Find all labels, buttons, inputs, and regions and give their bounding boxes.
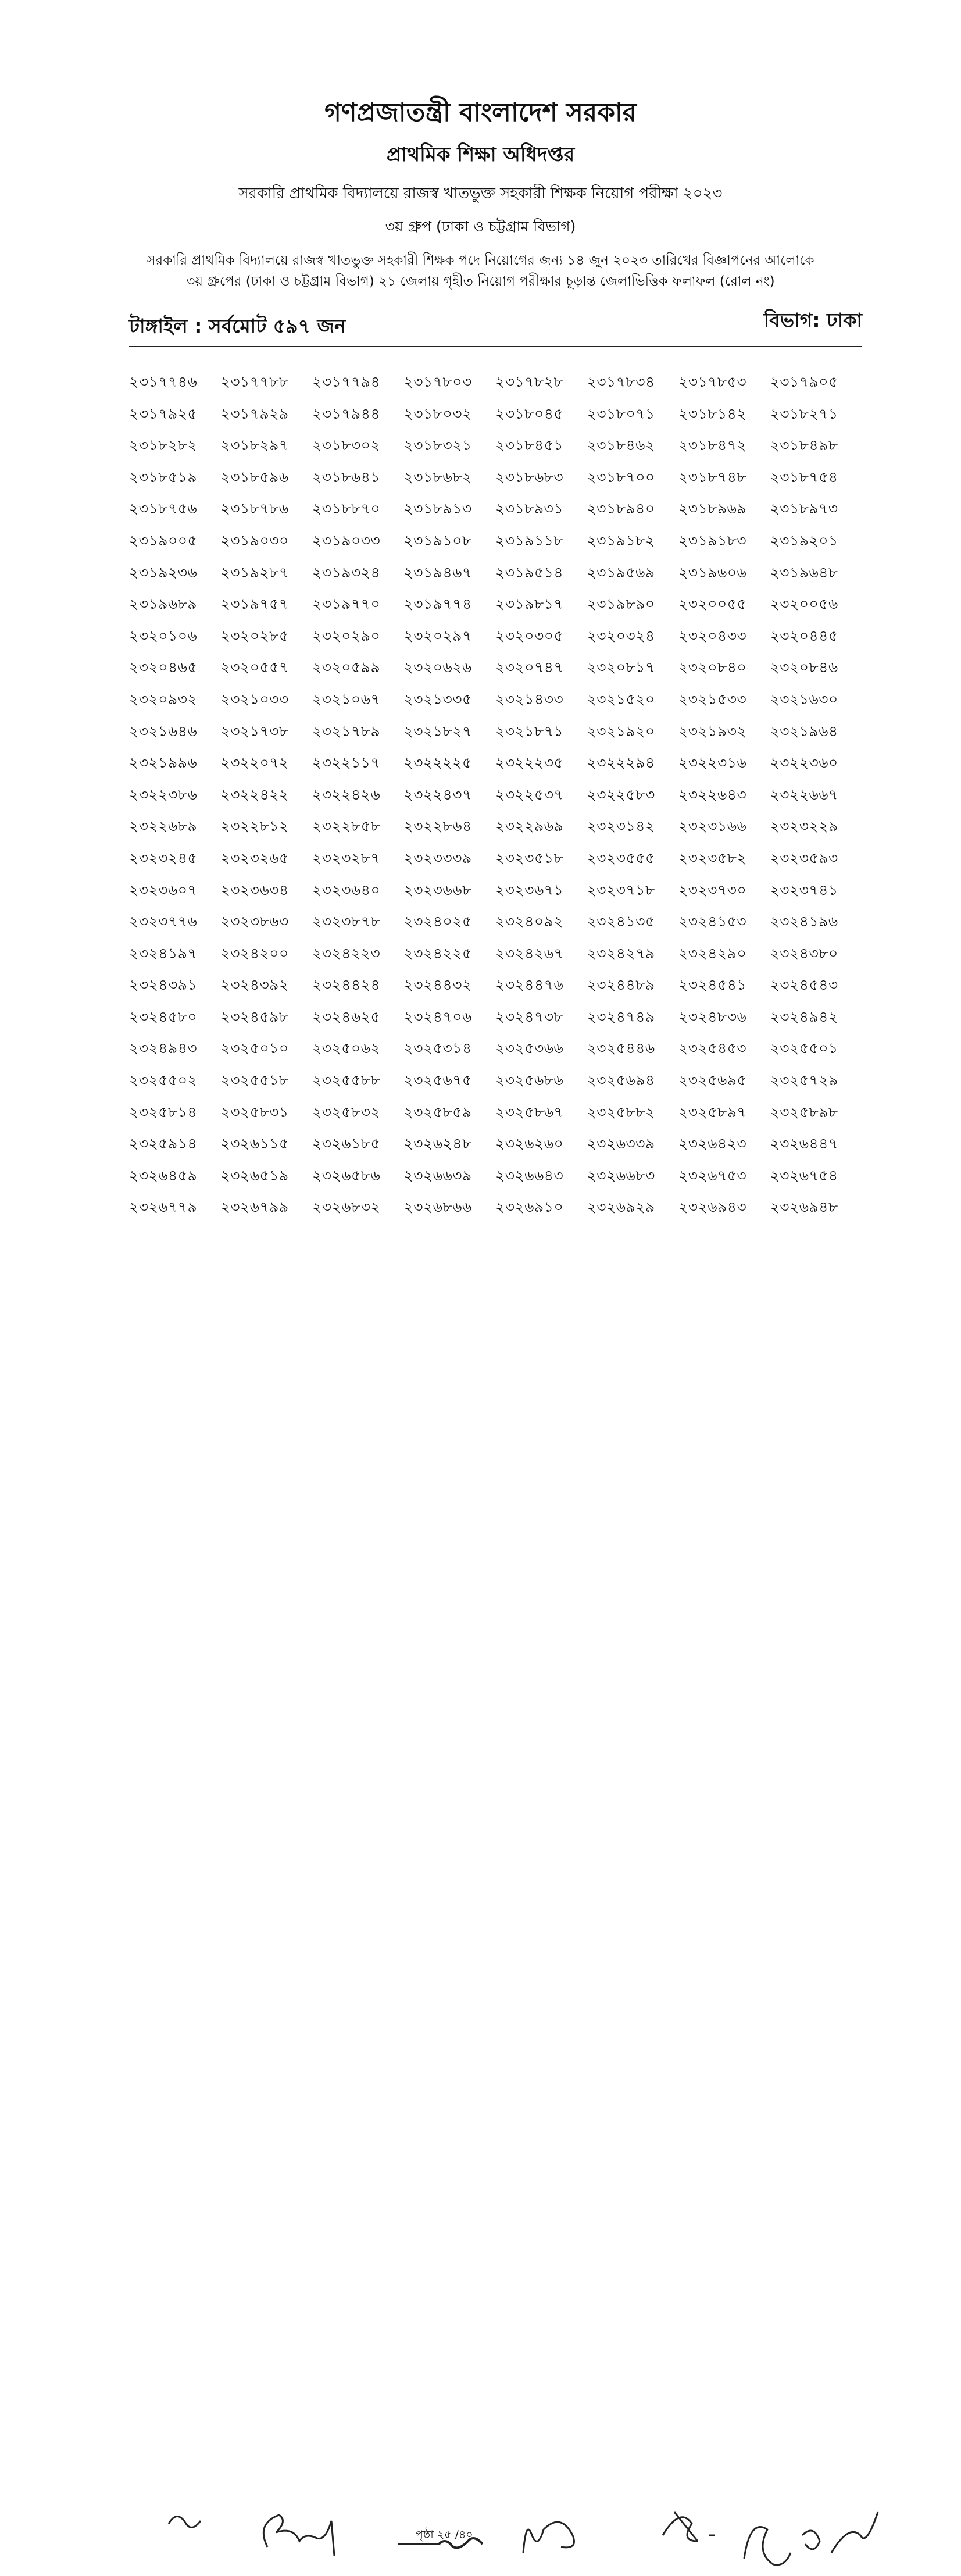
roll-number: ২৩২৪০২৫ — [403, 913, 472, 930]
roll-number: ২৩২২৮১২ — [220, 818, 289, 835]
roll-number: ২৩২৪৪৮৯ — [587, 976, 655, 994]
roll-number: ২৩২৩৮৭৮ — [312, 913, 381, 930]
roll-number: ২৩১৮৮৭০ — [312, 500, 381, 518]
roll-number: ২৩২২২৯৪ — [587, 754, 655, 772]
roll-number: ২৩২১০৬৭ — [312, 690, 381, 708]
roll-number: ২৩২৫৫০২ — [129, 1072, 198, 1089]
roll-number: ২৩২০২৯৭ — [403, 627, 472, 644]
roll-number: ২৩২৪২৭৯ — [587, 944, 655, 962]
roll-number: ২৩১৮৩০২ — [312, 437, 381, 454]
roll-number: ২৩২৬২৪৮ — [403, 1135, 472, 1153]
roll-number: ২৩২২৪২২ — [220, 786, 289, 803]
roll-number: ২৩২০৩২৪ — [587, 627, 655, 644]
roll-number: ২৩১৭৭৯৪ — [312, 373, 381, 390]
roll-number: ২৩২২৫৩৭ — [495, 786, 564, 803]
roll-number: ২৩২১৯২০ — [587, 722, 655, 740]
roll-number: ২৩২৪৫৪১ — [678, 976, 747, 994]
roll-number: ২৩২৩৬৭১ — [495, 881, 564, 898]
roll-number: ২৩১৮০৩২ — [403, 405, 472, 422]
roll-number: ২৩১৮৭০০ — [587, 468, 655, 486]
roll-number: ২৩২৩২৮৭ — [312, 849, 381, 866]
signature-2-icon — [395, 2527, 488, 2561]
roll-number: ২৩২৩৫১৮ — [495, 849, 564, 866]
roll-number: ২৩২৪৪২৪ — [312, 976, 381, 994]
roll-number: ২৩২২৪২৬ — [312, 786, 381, 803]
roll-number: ২৩২৬৫১৯ — [220, 1166, 289, 1184]
roll-number: ২৩২০৯৩২ — [129, 690, 198, 708]
roll-number: ২৩১৮৪৫১ — [495, 437, 564, 454]
roll-number: ২৩১৮৭৫৪ — [770, 468, 838, 486]
roll-number: ২৩২২৯৬৯ — [495, 818, 564, 835]
roll-number: ২৩২৩৭৪১ — [770, 881, 838, 898]
group-title: ৩য় গ্রুপ (ঢাকা ও চট্টগ্রাম বিভাগ) — [385, 218, 576, 235]
roll-number: ২৩২২৪৩৭ — [403, 786, 472, 803]
roll-number: ২৩২১০৩৩ — [220, 690, 289, 708]
roll-number: ২৩২৪৫৯৮ — [220, 1008, 289, 1025]
roll-number: ২৩২৩১৬৬ — [678, 818, 747, 835]
roll-number: ২৩২৬৯৪৩ — [678, 1198, 747, 1216]
roll-number: ২৩১৯৭৭৪ — [403, 595, 472, 613]
roll-number: ২৩২৫৪৫৩ — [678, 1040, 747, 1057]
roll-number: ২৩২০৮১৭ — [587, 659, 655, 676]
government-title: গণপ্রজাতন্ত্রী বাংলাদেশ সরকার — [324, 98, 637, 127]
roll-number: ২৩২০৫৫৭ — [220, 659, 289, 676]
roll-number: ২৩২১৫২০ — [587, 690, 655, 708]
roll-number: ২৩২৪২০০ — [220, 944, 289, 962]
roll-number: ২৩২৪১৯৬ — [770, 913, 838, 930]
roll-number: ২৩২৫৩৬৬ — [495, 1040, 564, 1057]
roll-number: ২৩১৮৪৭২ — [678, 437, 747, 454]
roll-number: ২৩২৬৩৩৯ — [587, 1135, 655, 1153]
roll-number: ২৩২৬৭৫৪ — [770, 1166, 838, 1184]
roll-number: ২৩২৫৮৬৭ — [495, 1103, 564, 1121]
roll-number: ২৩২১৪৩৩ — [495, 690, 564, 708]
roll-number: ২৩২৬৬৪৩ — [495, 1166, 564, 1184]
notice-line-2: ৩য় গ্রুপের (ঢাকা ও চট্টগ্রাম বিভাগ) ২১ জেলায় গৃহীত নিয়োগ পরীক্ষার চূড়ান্ত জেলাভিত্তিক ফলাফল (রোল নং) — [186, 274, 775, 289]
district-total-heading: টাঙ্গাইল : সর্বমোট ৫৯৭ জন — [129, 315, 346, 337]
roll-number: ২৩২২৬৮৯ — [129, 818, 198, 835]
roll-number: ২৩২৩৭১৮ — [587, 881, 655, 898]
page-number: পৃষ্ঠা ২৫ /৪০ — [416, 2528, 473, 2541]
roll-number: ২৩১৮৫৯৬ — [220, 468, 289, 486]
roll-number: ২৩১৮৯৭৩ — [770, 500, 838, 518]
roll-number: ২৩২০৫৯৯ — [312, 659, 381, 676]
roll-number: ২৩১৭৮২৮ — [495, 373, 564, 390]
roll-number: ২৩২২৮৫৮ — [312, 818, 381, 835]
roll-number: ২৩২৬৭৯৯ — [220, 1198, 289, 1216]
roll-number: ২৩২৩৫৫৫ — [587, 849, 655, 866]
roll-number: ২৩২৬৯৪৮ — [770, 1198, 838, 1216]
roll-number: ২৩১৯৬০৬ — [678, 563, 747, 581]
roll-number: ২৩২৬২৬০ — [495, 1135, 564, 1153]
roll-number: ২৩২৩৭৩০ — [678, 881, 747, 898]
roll-number: ২৩২৪২২৫ — [403, 944, 472, 962]
roll-number: ২৩২১৬৪৬ — [129, 722, 198, 740]
roll-number: ২৩২২৬৪৩ — [678, 786, 747, 803]
roll-number: ২৩১৯১০৮ — [403, 531, 472, 549]
roll-number: ২৩১৯৫১৪ — [495, 563, 564, 581]
roll-number: ২৩১৯৭৭০ — [312, 595, 381, 613]
roll-number: ২৩২৪৮৩৬ — [678, 1008, 747, 1025]
roll-number: ২৩১৭৮৫৩ — [678, 373, 747, 390]
roll-number: ২৩২০৪৪৫ — [770, 627, 838, 644]
roll-number: ২৩২১৩৩৫ — [403, 690, 472, 708]
roll-number: ২৩২৩৮৬৩ — [220, 913, 289, 930]
roll-number: ২৩২৬৯১০ — [495, 1198, 564, 1216]
roll-number: ২৩২০২৯০ — [312, 627, 381, 644]
roll-number: ২৩১৯৬৪৮ — [770, 563, 838, 581]
roll-number: ২৩১৮১৪২ — [678, 405, 747, 422]
roll-number: ২৩২৪৭০৬ — [403, 1008, 472, 1025]
roll-number: ২৩২৪৩৯১ — [129, 976, 198, 994]
roll-number: ২৩১৭৯২৯ — [220, 405, 289, 422]
roll-number: ২৩১৮০৪৫ — [495, 405, 564, 422]
roll-number: ২৩১৮৭৪৮ — [678, 468, 747, 486]
roll-number: ২৩১৮২৮২ — [129, 437, 198, 454]
roll-number: ২৩২০৮৪০ — [678, 659, 747, 676]
roll-number: ২৩২১৯৯৬ — [129, 754, 198, 772]
roll-number: ২৩১৮৯৪০ — [587, 500, 655, 518]
roll-number: ২৩১৯৪৬৭ — [403, 563, 472, 581]
initial-mark-icon — [163, 2500, 203, 2547]
roll-number: ২৩২১৯৩২ — [678, 722, 747, 740]
roll-number: ২৩২৫৫১৮ — [220, 1072, 289, 1089]
signature-5-icon — [733, 2500, 884, 2576]
roll-number: ২৩২১৮২৭ — [403, 722, 472, 740]
roll-number: ২৩১৯৬৮৯ — [129, 595, 198, 613]
roll-number: ২৩১৮৬৮৩ — [495, 468, 564, 486]
roll-number: ২৩২৪২৯০ — [678, 944, 747, 962]
roll-number: ২৩২৪২৬৭ — [495, 944, 564, 962]
roll-number: ২৩১৭৯২৫ — [129, 405, 198, 422]
roll-number: ২৩১৯৭৫৭ — [220, 595, 289, 613]
roll-number: ২৩২৫৮৯৮ — [770, 1103, 838, 1121]
roll-number: ২৩২২৮৬৪ — [403, 818, 472, 835]
notice-text — [0, 250, 961, 292]
roll-number: ২৩১৯৮১৭ — [495, 595, 564, 613]
roll-number: ২৩২১৫৩৩ — [678, 690, 747, 708]
signature-1-icon — [244, 2500, 355, 2564]
roll-number: ২৩২৬৭৭৯ — [129, 1198, 198, 1216]
roll-number: ২৩২৫৮৯৭ — [678, 1103, 747, 1121]
roll-number: ২৩২২১১৭ — [312, 754, 381, 772]
roll-number: ২৩২৩৬৩৪ — [220, 881, 289, 898]
roll-number: ২৩১৮৪৯৮ — [770, 437, 838, 454]
roll-number: ২৩১৭৯০৫ — [770, 373, 838, 390]
roll-number: ২৩১৮৫১৯ — [129, 468, 198, 486]
roll-number: ২৩১৮৯৬৯ — [678, 500, 747, 518]
roll-number: ২৩২০৬২৬ — [403, 659, 472, 676]
roll-number: ২৩২২২৩৫ — [495, 754, 564, 772]
roll-number: ২৩২১৯৬৪ — [770, 722, 838, 740]
roll-number: ২৩১৮২৭১ — [770, 405, 838, 422]
roll-number: ২৩২১৭৮৯ — [312, 722, 381, 740]
roll-number: ২৩২৫০১০ — [220, 1040, 289, 1057]
roll-number: ২৩২৬৬৮৩ — [587, 1166, 655, 1184]
department-title: প্রাথমিক শিক্ষা অধিদপ্তর — [386, 143, 575, 166]
roll-number: ২৩২৩৭৭৬ — [129, 913, 198, 930]
exam-title: সরকারি প্রাথমিক বিদ্যালয়ে রাজস্ব খাতভুক্ত সহকারী শিক্ষক নিয়োগ পরীক্ষা ২০২৩ — [238, 185, 723, 202]
roll-number: ২৩২০৪৬৫ — [129, 659, 198, 676]
roll-number: ২৩১৯০৩৩ — [312, 531, 381, 549]
roll-number: ২৩২৩২৬৫ — [220, 849, 289, 866]
roll-number: ২৩২৪২২৩ — [312, 944, 381, 962]
roll-number: ২৩১৭৮০৩ — [403, 373, 472, 390]
roll-number: ২৩২৩৩৩৯ — [403, 849, 472, 866]
roll-number: ২৩২২৫৮৩ — [587, 786, 655, 803]
roll-number: ২৩২৩২৪৫ — [129, 849, 198, 866]
roll-number: ২৩১৭৭৮৮ — [220, 373, 289, 390]
roll-number: ২৩২৪৬২৫ — [312, 1008, 381, 1025]
roll-number: ২৩১৭৮৩৪ — [587, 373, 655, 390]
roll-number: ২৩১৯০৩০ — [220, 531, 289, 549]
roll-number: ২৩২৫৭২৯ — [770, 1072, 838, 1089]
roll-number: ২৩২৩৬৬৮ — [403, 881, 472, 898]
roll-number: ২৩২৫০৬২ — [312, 1040, 381, 1057]
roll-number: ২৩২৫৬৯৫ — [678, 1072, 747, 1089]
roll-number: ২৩২১৭৩৮ — [220, 722, 289, 740]
roll-number: ২৩২৩২২৯ — [770, 818, 838, 835]
roll-number: ২৩২৪১৫৩ — [678, 913, 747, 930]
roll-number: ২৩২৫৮৩১ — [220, 1103, 289, 1121]
roll-number: ২৩২২০৭২ — [220, 754, 289, 772]
roll-number: ২৩১৮৯১৩ — [403, 500, 472, 518]
signature-3-icon — [517, 2500, 610, 2564]
roll-number: ২৩২০২৮৫ — [220, 627, 289, 644]
roll-number: ২৩১৯৩২৪ — [312, 563, 381, 581]
roll-number: ২৩২৬৪৪৭ — [770, 1135, 838, 1153]
roll-number: ২৩২৪৯৪২ — [770, 1008, 838, 1025]
roll-number: ২৩২৬৪৫৯ — [129, 1166, 198, 1184]
roll-number: ২৩২৪১৩৫ — [587, 913, 655, 930]
roll-number: ২৩২১৬৩০ — [770, 690, 838, 708]
roll-number: ২৩২০১০৬ — [129, 627, 198, 644]
roll-number: ২৩২৪৯৪৩ — [129, 1040, 198, 1057]
roll-number: ২৩১৭৯৪৪ — [312, 405, 381, 422]
roll-number: ২৩১৯৮৯০ — [587, 595, 655, 613]
roll-number: ২৩২৬৮৩২ — [312, 1198, 381, 1216]
roll-number: ২৩১৮৬৮২ — [403, 468, 472, 486]
roll-number: ২৩২৩৬৪০ — [312, 881, 381, 898]
roll-number: ২৩২৪৪৭৬ — [495, 976, 564, 994]
roll-number: ২৩২৪৭৩৮ — [495, 1008, 564, 1025]
roll-number: ২৩২৫৮৩২ — [312, 1103, 381, 1121]
roll-number: ২৩২০৮৪৬ — [770, 659, 838, 676]
roll-number: ২৩২৪৫৮০ — [129, 1008, 198, 1025]
roll-number: ২৩২৩৫৯৩ — [770, 849, 838, 866]
roll-number: ২৩২২৩৬০ — [770, 754, 838, 772]
roll-number: ২৩২৫৩১৪ — [403, 1040, 472, 1057]
roll-number: ২৩২০৪৩৩ — [678, 627, 747, 644]
roll-number: ২৩২৫৯১৪ — [129, 1135, 198, 1153]
roll-number: ২৩২৪০৯২ — [495, 913, 564, 930]
division-heading: বিভাগ: ঢাকা — [763, 309, 862, 331]
roll-number: ২৩২৫৪৪৬ — [587, 1040, 655, 1057]
notice-line-1: সরকারি প্রাথমিক বিদ্যালয়ে রাজস্ব খাতভুক্ত সহকারী শিক্ষক পদে নিয়োগের জন্য ১৪ জুন ২০২৩ তারিখের বিজ্ঞাপনের আলোকে — [147, 253, 814, 268]
roll-number: ২৩২১৮৭১ — [495, 722, 564, 740]
roll-number: ২৩১৮৬৪১ — [312, 468, 381, 486]
roll-number: ২৩১৯১১৮ — [495, 531, 564, 549]
roll-number: ২৩১৮৭৫৬ — [129, 500, 198, 518]
roll-number: ২৩১৮২৯৭ — [220, 437, 289, 454]
roll-number: ২৩২৫৬৭৫ — [403, 1072, 472, 1089]
roll-number: ২৩২৪৩৯২ — [220, 976, 289, 994]
roll-number: ২৩২০০৫৫ — [678, 595, 747, 613]
roll-number: ২৩২৬৯২৯ — [587, 1198, 655, 1216]
roll-number: ২৩২৪৫৪৩ — [770, 976, 838, 994]
roll-number: ২৩২৬৭৫৩ — [678, 1166, 747, 1184]
roll-number: ২৩১৯১৮২ — [587, 531, 655, 549]
roll-number: ২৩২৪৩৮০ — [770, 944, 838, 962]
roll-number: ২৩২২৬৬৭ — [770, 786, 838, 803]
roll-number: ২৩২৫৫০১ — [770, 1040, 838, 1057]
roll-number: ২৩২৩৫৮২ — [678, 849, 747, 866]
roll-number: ২৩২২৩৮৬ — [129, 786, 198, 803]
signature-4-icon — [657, 2500, 727, 2553]
roll-number: ২৩২৬৫৮৬ — [312, 1166, 381, 1184]
roll-number: ২৩২৩১৪২ — [587, 818, 655, 835]
roll-number: ২৩১৮৭৮৬ — [220, 500, 289, 518]
roll-number: ২৩২৫৫৮৮ — [312, 1072, 381, 1089]
roll-number: ২৩১৮৪৬২ — [587, 437, 655, 454]
roll-number: ২৩২৪১৯৭ — [129, 944, 198, 962]
roll-number: ২৩২০৭৪৭ — [495, 659, 564, 676]
roll-number: ২৩২০৩০৫ — [495, 627, 564, 644]
roll-number: ২৩১৭৭৪৬ — [129, 373, 198, 390]
roll-number: ২৩১৮৩২১ — [403, 437, 472, 454]
roll-number: ২৩২৫৮৮২ — [587, 1103, 655, 1121]
roll-number: ২৩১৮০৭১ — [587, 405, 655, 422]
roll-number: ২৩১৯২০১ — [770, 531, 838, 549]
signature-footer — [0, 1256, 961, 2541]
roll-number: ২৩২৫৬৮৬ — [495, 1072, 564, 1089]
roll-number: ২৩১৯২৩৬ — [129, 563, 198, 581]
roll-number: ২৩১৮৯৩১ — [495, 500, 564, 518]
roll-number: ২৩২৫৮১৪ — [129, 1103, 198, 1121]
roll-number-grid — [129, 366, 862, 1223]
roll-number: ২৩২৫৮৫৯ — [403, 1103, 472, 1121]
roll-number: ২৩২২৩১৬ — [678, 754, 747, 772]
roll-number: ২৩২৬১১৫ — [220, 1135, 289, 1153]
roll-number: ২৩১৯৫৬৯ — [587, 563, 655, 581]
roll-number: ২৩২৬১৮৫ — [312, 1135, 381, 1153]
roll-number: ২৩২৪৭৪৯ — [587, 1008, 655, 1025]
roll-number: ২৩২৬৪২৩ — [678, 1135, 747, 1153]
roll-number: ২৩২৬৮৬৬ — [403, 1198, 472, 1216]
roll-number: ২৩২৩৬০৭ — [129, 881, 198, 898]
roll-number: ২৩২২২২৫ — [403, 754, 472, 772]
roll-number: ২৩১৯০০৫ — [129, 531, 198, 549]
roll-number: ২৩১৯২৮৭ — [220, 563, 289, 581]
section-divider — [129, 346, 862, 347]
roll-number: ২৩২৪৪৩২ — [403, 976, 472, 994]
roll-number: ২৩২৬৬৩৯ — [403, 1166, 472, 1184]
roll-number: ২৩১৯১৮৩ — [678, 531, 747, 549]
roll-number: ২৩২০০৫৬ — [770, 595, 838, 613]
roll-number: ২৩২৫৬৯৪ — [587, 1072, 655, 1089]
